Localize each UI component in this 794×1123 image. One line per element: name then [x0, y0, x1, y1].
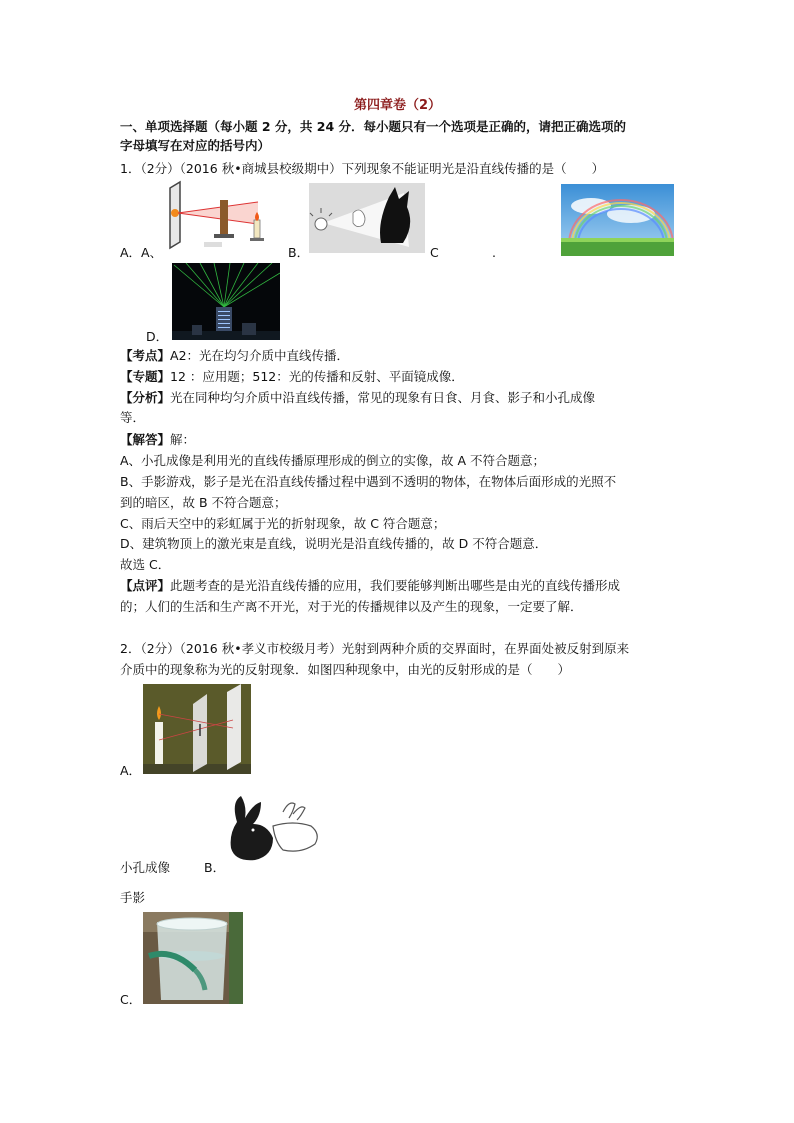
- q1-answer-a: A、小孔成像是利用光的直线传播原理形成的倒立的实像，故 A 不符合题意；: [120, 453, 546, 468]
- q1-option-c-dot: .: [492, 245, 496, 260]
- q1-option-a-image: [158, 180, 276, 250]
- q1-option-d-label: D．: [146, 329, 169, 344]
- q1-option-d-image: [172, 263, 280, 340]
- q2-stem-line1: 2．（2分）（2016 秋•孝义市校级月考）光射到两种介质的交界面时，在界面处被反射到原来: [120, 641, 630, 656]
- q2-option-c-label: C．: [120, 992, 142, 1007]
- q1-answer-b-line1: B、手影游戏，影子是光在沿直线传播过程中遇到不透明的物体，在物体后面形成的光照不: [120, 474, 617, 489]
- q1-stem: 1．（2分）（2016 秋•商城县校级期中）下列现象不能证明光是沿直线传播的是（ ）: [120, 161, 605, 176]
- page-title: 第四章卷（2）: [354, 98, 442, 113]
- q1-option-c-label: C: [430, 245, 439, 260]
- q1-option-a-label: A．A、: [120, 245, 163, 260]
- q1-fenxi-label: 【分析】: [120, 390, 171, 405]
- q2-option-b-image: [223, 792, 323, 864]
- q1-jieda-label: 【解答】: [120, 432, 171, 447]
- q1-final-choice: 故选 C．: [120, 557, 171, 572]
- q2-option-a-label: A．: [120, 763, 142, 778]
- section-heading-line2: 字母填写在对应的括号内）: [120, 138, 271, 153]
- q1-option-b-label: B．: [288, 245, 310, 260]
- q1-jieda-text: 解：: [170, 432, 196, 447]
- q1-dianping-text-2: 的；人们的生活和生产离不开光，对于光的传播规律以及产生的现象，一定要了解．: [120, 599, 583, 614]
- q1-fenxi-text-2: 等．: [120, 410, 146, 425]
- q1-fenxi: [120, 389, 595, 407]
- q1-dianping-text-1: 此题考查的是光沿直线传播的应用，我们要能够判断出哪些是由光的直线传播形成: [170, 578, 621, 593]
- q2-option-c-image: [143, 912, 243, 1004]
- q1-kaodian-label: 【考点】: [120, 348, 171, 363]
- q1-answer-c: C、雨后天空中的彩虹属于光的折射现象，故 C 符合题意；: [120, 516, 446, 531]
- q1-dianping-label: 【点评】: [120, 578, 171, 593]
- q2-stem-line2: 介质中的现象称为光的反射现象．如图四种现象中，由光的反射形成的是（ ）: [120, 662, 571, 677]
- q2-option-b-label: B．: [204, 860, 226, 875]
- q1-dianping: [120, 577, 620, 595]
- q1-option-b-image: [309, 183, 425, 253]
- q1-jieda: [120, 431, 195, 449]
- section-heading-line1: 一、单项选择题（每小题 2 分，共 24 分．每小题只有一个选项是正确的，请把正确选项的: [120, 119, 627, 134]
- q1-zhuanti-label: 【专题】: [120, 369, 171, 384]
- q1-zhuanti-text: 12 ：应用题；512：光的传播和反射、平面镜成像．: [170, 369, 464, 384]
- q1-kaodian-text: A2：光在均匀介质中直线传播．: [170, 348, 350, 363]
- q1-answer-b-line2: 到的暗区，故 B 不符合题意；: [120, 495, 287, 510]
- q1-kaodian: [120, 347, 349, 365]
- q1-answer-d: D、建筑物顶上的激光束是直线，说明光是沿直线传播的，故 D 不符合题意．: [120, 536, 548, 551]
- q1-option-c-image: [561, 184, 674, 256]
- q1-fenxi-text-1: 光在同种均匀介质中沿直线传播，常见的现象有日食、月食、影子和小孔成像: [170, 390, 596, 405]
- q2-option-a-caption: 小孔成像: [120, 860, 171, 875]
- q2-option-b-caption: 手影: [120, 890, 146, 905]
- q1-zhuanti: [120, 368, 464, 386]
- q2-option-a-image: [143, 684, 251, 774]
